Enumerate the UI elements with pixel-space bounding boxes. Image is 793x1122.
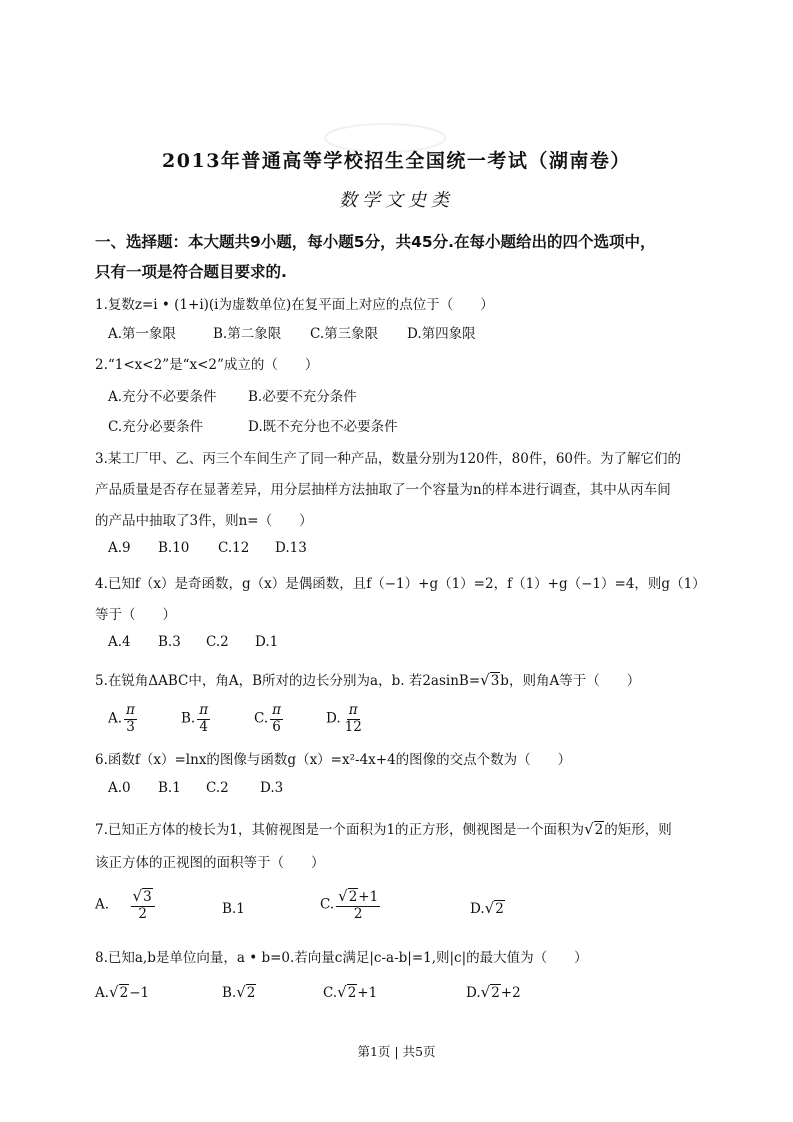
section-heading-line-1: 一、选择题：本大题共9小题，每小题5分，共45分.在每小题给出的四个选项中， [95, 233, 656, 251]
q2-option-d: D.既不充分也不必要条件 [248, 419, 398, 435]
q5-stem [95, 669, 640, 689]
q5-a-fraction: $\frac{\pi}{3}$ [126, 702, 135, 735]
q5-option-c: C. $\frac{\pi}{6}$ [254, 702, 282, 735]
q8-option-b: B.√2 [222, 983, 256, 1001]
q3-stem-line-2: 产品质量是否存在显著差异，用分层抽样方法抽取了一个容量为n的样本进行调查，其中从丙车间 [95, 482, 671, 498]
q5-option-d: D. $\frac{\pi}{12}$ [326, 702, 362, 735]
q5-option-b: B. $\frac{\pi}{4}$ [181, 702, 209, 735]
q8-stem: 8.已知a,b是单位向量，a • b=0.若向量c满足|c-a-b|=1,则|c|的最大值为（ ） [95, 950, 588, 966]
page-footer: 第1页 | 共5页 [357, 1044, 436, 1059]
exam-subtitle: 数学文史类 [339, 190, 454, 211]
q4-stem-line-1: 4.已知f（x）是奇函数，g（x）是偶函数，且f（−1）+g（1）=2，f（1）+g（−1）=4，则g（1） [95, 576, 706, 592]
exam-title: 2013年普通高等学校招生全国统一考试（湖南卷） [162, 150, 631, 172]
q7-c-fraction: $\frac{√2+1}{2}$ [338, 887, 379, 922]
q1-option-d: D.第四象限 [407, 326, 476, 342]
q3-option-d: D.13 [275, 540, 307, 556]
q5-d-fraction: $\frac{\pi}{12}$ [344, 702, 362, 735]
q8-option-a: A.√2−1 [95, 983, 150, 1001]
q4-option-a: A.4 [108, 634, 131, 650]
q6-option-d: D.3 [260, 780, 284, 796]
q7-option-c: C. $\frac{√2+1}{2}$ [320, 887, 379, 922]
q6-stem: 6.函数f（x）=lnx的图像与函数g（x）=x²-4x+4的图像的交点个数为（ ） [95, 752, 572, 768]
q1-option-a: A.第一象限 [108, 326, 177, 342]
q5-stem-text: 5.在锐角ΔABC中，角A，B所对的边长分别为a，b. 若2asinB= [95, 673, 481, 689]
q1-option-b: B.第二象限 [213, 326, 282, 342]
q5-option-a: A. $\frac{\pi}{3}$ [108, 702, 135, 735]
q4-stem-line-2: 等于（ ） [95, 607, 176, 623]
q4-option-d: D.1 [255, 634, 279, 650]
q1-option-c: C.第三象限 [310, 326, 379, 342]
q2-stem: 2.“1<x<2”是“x<2”成立的（ ） [95, 357, 319, 373]
q4-option-b: B.3 [158, 634, 181, 650]
q2-option-b: B.必要不充分条件 [248, 389, 357, 405]
q7-option-d: D.√2 [470, 899, 504, 917]
q6-option-a: A.0 [108, 780, 131, 796]
q8-option-d: D.√2+2 [466, 983, 521, 1001]
q8-option-c: C.√2+1 [323, 983, 378, 1001]
q3-option-c: C.12 [218, 540, 250, 556]
q6-option-c: C.2 [206, 780, 229, 796]
q6-option-b: B.1 [158, 780, 181, 796]
q3-option-b: B.10 [158, 540, 190, 556]
q5-b-fraction: $\frac{\pi}{4}$ [199, 702, 209, 735]
q5-stem-tail: b，则角A等于（ ） [500, 673, 641, 689]
q5-radicand: 3 [490, 673, 500, 689]
q4-option-c: C.2 [206, 634, 229, 650]
q2-option-c: C.充分必要条件 [108, 419, 204, 435]
q7-option-a: A． $\frac{√3}{2}$ [95, 888, 155, 922]
q3-stem-line-3: 的产品中抽取了3件，则n=（ ） [95, 513, 313, 529]
q1-stem: 1.复数z=i • (1+i)(i为虚数单位)在复平面上对应的点位于（ ） [95, 297, 494, 313]
q7-option-b: B.1 [222, 901, 245, 917]
q7-stem-line-1: 7.已知正方体的棱长为1，其俯视图是一个面积为1的正方形，侧视图是一个面积为√2的矩形，则 [95, 820, 672, 838]
q7-stem-line-2: 该正方体的正视图的面积等于（ ） [95, 855, 325, 871]
q3-stem-line-1: 3.某工厂甲、乙、丙三个车间生产了同一种产品，数量分别为120件，80件，60件。为了解它们的 [95, 451, 682, 467]
q2-option-a: A.充分不必要条件 [108, 389, 217, 405]
q3-option-a: A.9 [108, 540, 131, 556]
q7-a-fraction: $\frac{√3}{2}$ [131, 888, 155, 922]
q5-c-fraction: $\frac{\pi}{6}$ [272, 702, 282, 735]
section-heading-line-2: 只有一项是符合题目要求的. [95, 263, 287, 281]
sqrt-symbol: √ [480, 671, 490, 689]
sqrt-symbol: √ [584, 820, 594, 838]
